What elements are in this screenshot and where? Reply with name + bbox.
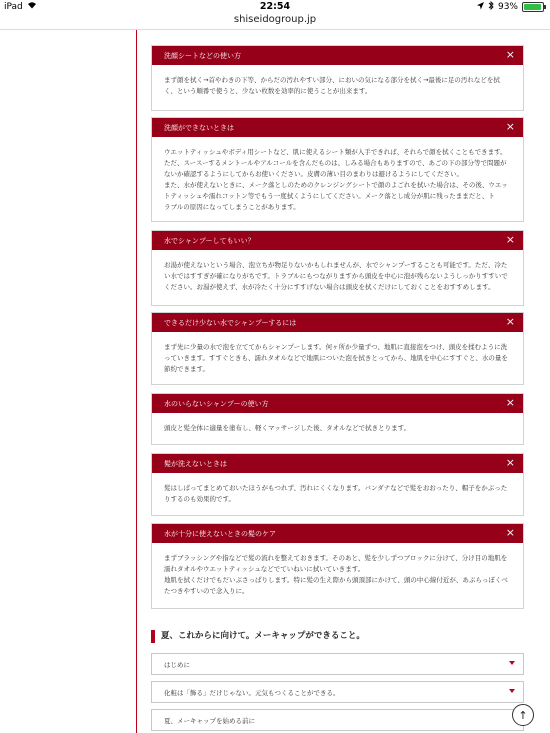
toolbar-divider [0, 29, 550, 30]
card-title: 洗顔シートなどの使い方 [164, 51, 241, 60]
card-text-line: 地肌を拭くだけでもだいぶさっぱりします。特に髪の生え際から頭頂部にかけて、頭の中心線付近が、あぶらっぽくべ [164, 576, 508, 584]
card-waterless-shampoo [151, 393, 524, 445]
accordion-item[interactable] [151, 653, 524, 675]
card-header[interactable] [152, 394, 523, 413]
card-body [152, 473, 523, 505]
accordion-label: はじめに [164, 660, 190, 669]
card-title: 水が十分に使えないときの髪のケア [164, 529, 276, 538]
location-icon [477, 2, 484, 13]
accordion-item[interactable] [151, 681, 524, 703]
card-text-line: お湯が使えないという場合、泡立ちが物足りないかもしれませんが、水でシャンプーすることも可能です。ただ、冷た [164, 261, 508, 269]
card-text-line: っていきます。すすぐときも、濡れタオルなどで地肌についた泡を拭きとってから、地肌を中心にすすぐと、水の量を [164, 354, 508, 362]
back-to-top-button[interactable] [512, 704, 534, 726]
chevron-down-icon [509, 689, 515, 693]
card-body [152, 413, 523, 434]
accordion-item[interactable] [151, 709, 524, 731]
close-icon[interactable]: × [505, 396, 515, 409]
card-text-line: まず顔を拭く→首やわきの下等、からだの汚れやすい部分、においの気になる部分を拭く→最後に足の汚れなどを拭 [164, 76, 500, 84]
clock: 22:54 [259, 1, 291, 12]
status-bar [0, 0, 550, 14]
card-header[interactable] [152, 454, 523, 473]
card-body [152, 65, 523, 97]
card-text-line: 濡れタオルやウエットティッシュなどでていねいに拭いていきます。 [164, 565, 365, 573]
arrow-up-icon: ↑ [518, 708, 528, 722]
card-text-line: 頭皮と髪全体に適量を塗布し、軽くマッサージした後、タオルなどで拭きとります。 [164, 424, 411, 432]
card-water-shampoo [151, 230, 524, 306]
close-icon[interactable]: × [505, 456, 515, 469]
accordion-label: 化粧は「飾る」だけじゃない。元気もつくることができる。 [164, 688, 340, 697]
card-text-line: い水ではすすぎが確になりがちです。トラブルにもつながりますから頭皮を中心に泡が残らないようしっかりすすいで [164, 272, 508, 280]
card-text-line: く、という順番で使うと、少ない枚数を効率的に使うことが出来ます。 [164, 87, 372, 95]
card-text-line: まず先に少量の水で泡を立ててからシャンプーします。何ヶ所か少量ずつ、地肌に直接泡をつけ、頭皮を揉むように洗 [164, 343, 508, 351]
card-body [152, 137, 523, 213]
section-title: 夏、これからに向けて。メーキャップができること。 [151, 630, 365, 643]
close-icon[interactable]: × [505, 233, 515, 246]
card-title: できるだけ少ない水でシャンプーするには [164, 318, 297, 327]
card-title: 髪が洗えないときは [164, 459, 227, 468]
content-accent-line [136, 30, 137, 733]
card-text-line: たつきやすいので念入りに。 [164, 587, 249, 595]
card-header[interactable] [152, 46, 523, 65]
card-text-line: まずブラッシングや指などで髪の流れを整えておきます。そのあと、髪を少しずつブロックに分けて、分け目の地肌を [164, 554, 508, 562]
card-text-line: また、水が使えないときに、メーク落としのためのクレンジングシートで顔のよごれを拭いた場合は、その後、ウエッ [164, 181, 508, 189]
card-text-line: ラブルの原因になってしまうことがあります。 [164, 203, 300, 211]
close-icon[interactable]: × [505, 120, 515, 133]
card-header[interactable] [152, 524, 523, 543]
card-text-line: 髪はしばってまとめておいたほうがもつれず、汚れにくくなります。バンダナなどで髪をおおったり、帽子をかぶった [164, 484, 508, 492]
card-title: 洗顔ができないときは [164, 123, 234, 132]
card-less-water-shampoo [151, 312, 524, 385]
card-title: 水でシャンプーしてもいい？ [164, 236, 255, 245]
close-icon[interactable]: × [505, 315, 515, 328]
address-bar[interactable]: shiseidogroup.jp [233, 14, 317, 25]
card-body [152, 250, 523, 293]
accordion-label: 夏、メーキャップを始める前に [164, 716, 255, 725]
battery-icon [522, 2, 544, 12]
card-header[interactable] [152, 118, 523, 137]
close-icon[interactable]: × [505, 48, 515, 61]
card-no-face-wash [151, 117, 524, 222]
card-body [152, 543, 523, 597]
card-title: 水のいらないシャンプーの使い方 [164, 399, 269, 408]
card-face-sheet [151, 45, 524, 111]
card-header[interactable] [152, 313, 523, 332]
card-text-line: ください。お湯が使えず、水が冷たく十分にすすげない場合は頭皮を拭くだけにしておくことをおすすめします。 [164, 283, 495, 291]
status-right [477, 1, 544, 13]
card-cannot-wash-hair [151, 453, 524, 516]
bluetooth-icon [488, 1, 494, 13]
card-text-line: ないか確認するようにしてからお使いください。皮膚の薄い目のまわりは避けるようにしてください。 [164, 170, 463, 178]
card-header[interactable] [152, 231, 523, 250]
card-text-line: トティッシュや濡れコットン等でもう一度拭くようにしてください。メーク落とし成分が肌に残ったままだと、ト [164, 192, 495, 200]
chevron-down-icon [509, 661, 515, 665]
card-text-line: りするのも効果的です。 [164, 495, 235, 503]
card-text-line: 節約できます。 [164, 365, 209, 373]
card-text-line: ウエットティッシュやボディ用シートなど、肌に使えるシート類が入手できれば、それらで顔を拭くこともできます。 [164, 148, 507, 156]
device-label: iPad [4, 1, 23, 12]
close-icon[interactable]: × [505, 526, 515, 539]
card-text-line: ただ、スースーするメントールやアルコールを含んだものは、しみる場合もありますので、あごの下の部分等で問題が [164, 159, 507, 167]
card-hair-care [151, 523, 524, 609]
card-body [152, 332, 523, 375]
battery-percent: 93% [497, 2, 518, 12]
